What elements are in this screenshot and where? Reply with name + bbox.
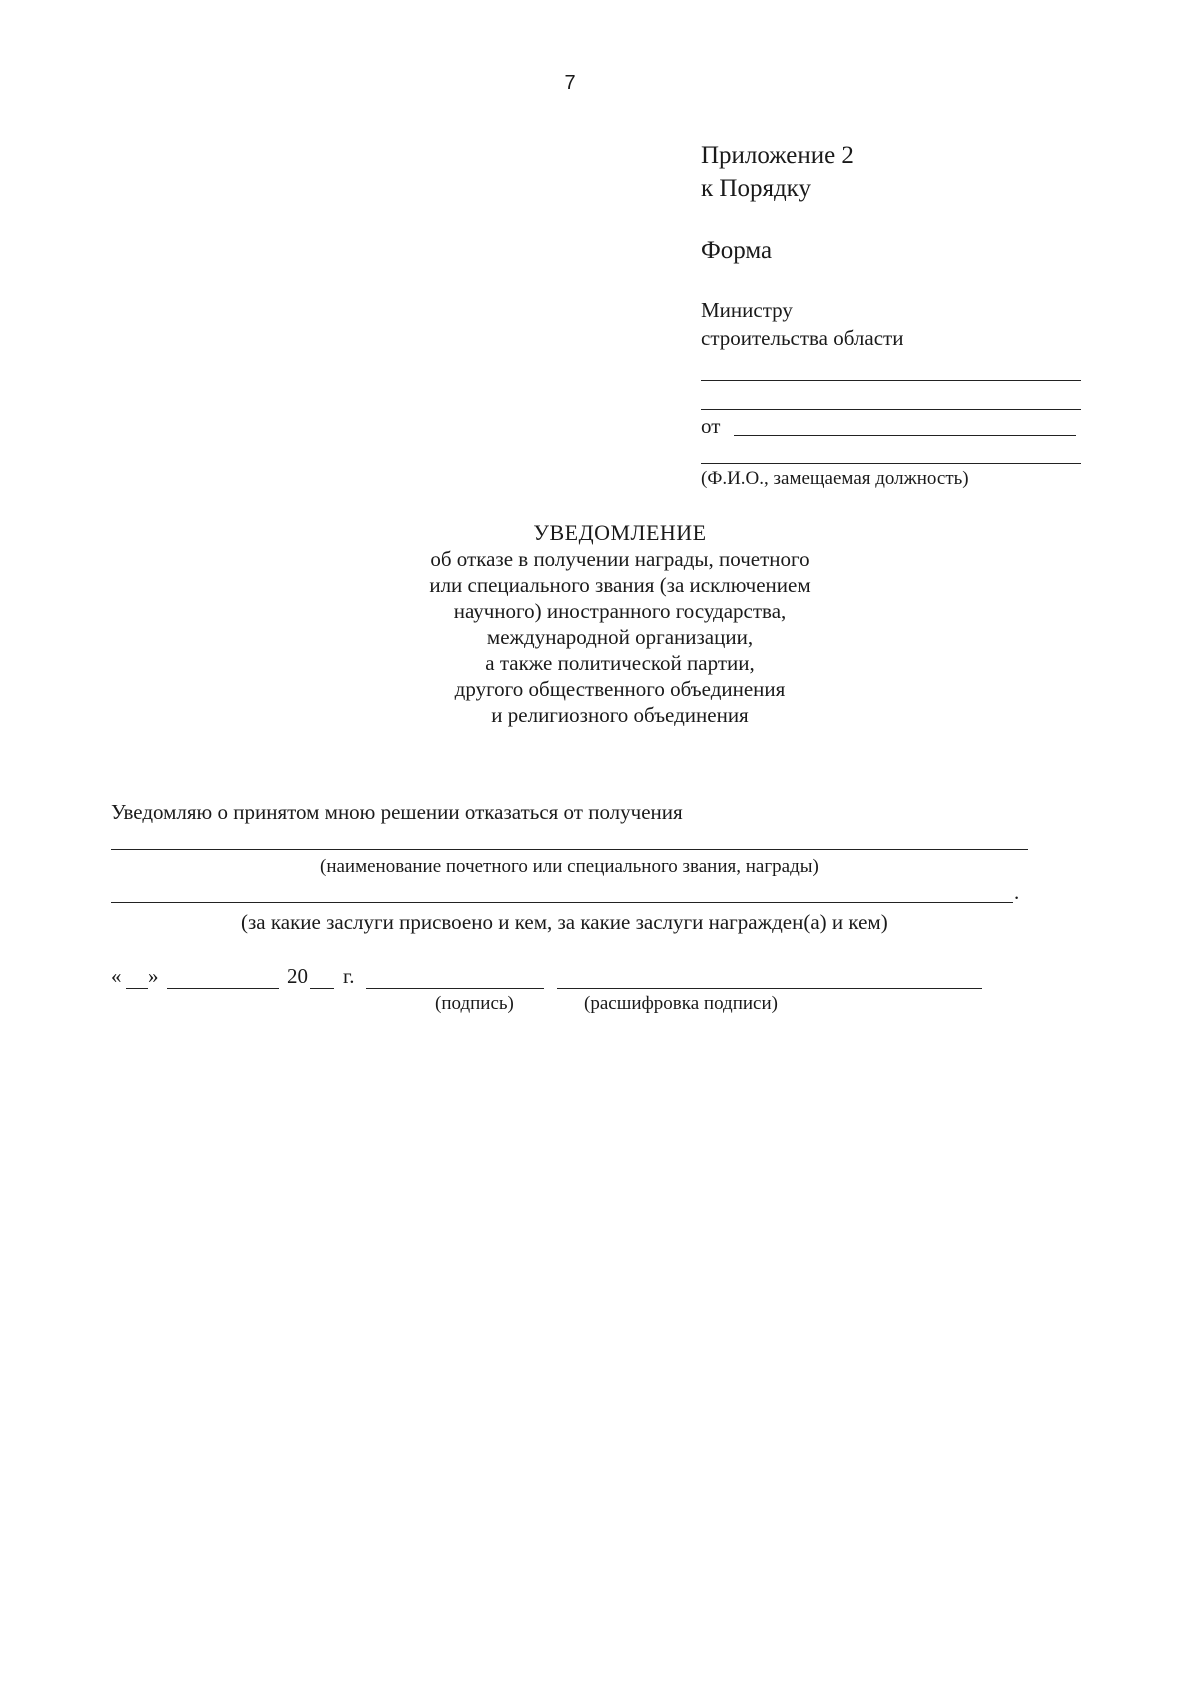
date-close-quote: »: [148, 964, 159, 988]
year-suffix: г.: [343, 964, 355, 988]
notice-subtitle-line: или специального звания (за исключением: [429, 573, 811, 597]
signature-caption: (подпись): [435, 993, 514, 1014]
notice-title: УВЕДОМЛЕНИЕ: [533, 520, 707, 545]
from-label: от: [701, 414, 721, 438]
addressee-line-2: строительства области: [701, 326, 904, 350]
signature-transcript-caption: (расшифровка подписи): [584, 993, 778, 1014]
form-label: Форма: [701, 237, 773, 264]
date-open-quote: «: [111, 964, 122, 988]
award-name-caption: (наименование почетного или специального звания, награды): [320, 856, 819, 877]
merits-caption: (за какие заслуги присвоено и кем, за какие заслуги награжден(а) и кем): [241, 910, 888, 934]
notice-subtitle-line: другого общественного объединения: [454, 677, 786, 701]
addressee-blank-line-2: [701, 409, 1081, 410]
page-number: 7: [564, 72, 576, 94]
notice-subtitle-line: а также политической партии,: [485, 651, 755, 675]
year-prefix: 20: [287, 964, 308, 988]
period-mark: .: [1014, 880, 1020, 904]
appendix-title: Приложение 2: [701, 142, 854, 169]
notice-statement: Уведомляю о принятом мною решении отказаться от получения: [111, 800, 683, 824]
signature-transcript-blank-line: [557, 988, 982, 989]
year-blank-line: [310, 988, 334, 989]
appendix-reference: к Порядку: [701, 175, 811, 202]
month-blank-line: [167, 988, 279, 989]
notice-subtitle-line: об отказе в получении награды, почетного: [430, 547, 810, 571]
notice-header: [290, 520, 950, 728]
addressee-blank-line-3: [701, 463, 1081, 464]
from-blank-line: [734, 435, 1076, 436]
addressee-line-1: Министру: [701, 298, 793, 322]
notice-subtitle-line: и религиозного объединения: [491, 703, 749, 727]
addressee-caption: (Ф.И.О., замещаемая должность): [701, 468, 969, 489]
notice-subtitle-line: научного) иностранного государства,: [453, 599, 787, 623]
signature-blank-line: [366, 988, 544, 989]
addressee-blank-line-1: [701, 380, 1081, 381]
merits-blank-line: [111, 902, 1013, 903]
notice-subtitle-line: международной организации,: [486, 625, 754, 649]
day-blank-line: [126, 988, 148, 989]
award-name-blank-line: [111, 849, 1028, 850]
